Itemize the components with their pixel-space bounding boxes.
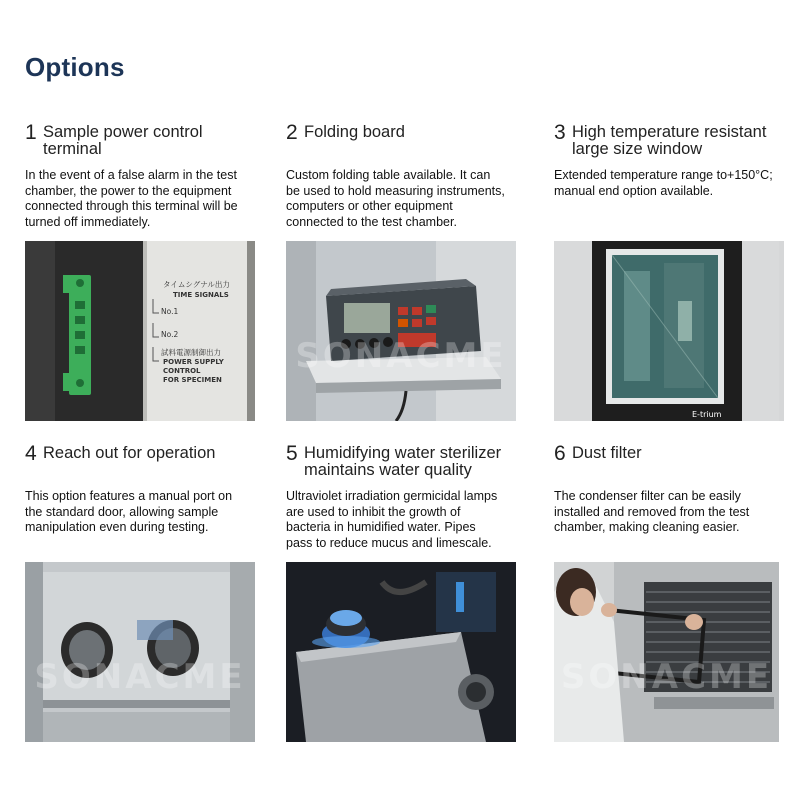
- window-photo: [554, 241, 784, 421]
- watermark: SONACME: [295, 336, 507, 376]
- option-number: 2: [286, 121, 298, 144]
- option-heading: Folding board: [304, 123, 405, 141]
- folding-board-photo: [286, 241, 516, 421]
- option-water-sterilizer: [286, 442, 531, 550]
- option-description: This option features a manual port on the standard door, allowing sample manipulation even during testing.: [25, 489, 233, 534]
- option-heading: Dust filter: [572, 444, 642, 462]
- dust-filter-photo: [554, 562, 779, 742]
- option-description: Custom folding table available. It can be used to hold measuring instruments, computers or other equipment connected to the test chamber.: [286, 168, 505, 229]
- option-number: 5: [286, 442, 298, 465]
- watermark: SONACME: [560, 657, 773, 697]
- photo-label: POWER SUPPLY: [163, 358, 224, 366]
- option-number: 4: [25, 442, 37, 465]
- photo-label: CONTROL: [163, 367, 201, 375]
- option-large-window: [554, 121, 799, 198]
- option-sample-power-terminal: [25, 121, 270, 229]
- option-number: 1: [25, 121, 37, 144]
- photo-label: FOR SPECIMEN: [163, 376, 222, 384]
- option-description: In the event of a false alarm in the test chamber, the power to the equipment connected through this terminal will be turned off immediately.: [25, 168, 238, 229]
- option-dust-filter: [554, 442, 799, 534]
- option-description: Ultraviolet irradiation germicidal lamps are used to inhibit the growth of bacteria in humidified water. Pipes pass to reduce mucus and limescale.: [286, 489, 498, 550]
- option-description: Extended temperature range to+150°C; manual end option available.: [554, 168, 773, 198]
- photo-label: No.1: [161, 307, 179, 316]
- option-heading: Humidifying water sterilizer maintains water quality: [304, 444, 502, 479]
- manual-port-photo: [25, 562, 255, 742]
- photo-label: TIME SIGNALS: [173, 291, 229, 299]
- option-heading: Reach out for operation: [43, 444, 216, 462]
- photo-label: No.2: [161, 330, 179, 339]
- terminal-photo: [25, 241, 255, 421]
- option-number: 3: [554, 121, 566, 144]
- option-folding-board: [286, 121, 531, 229]
- option-heading: High temperature resistant large size window: [572, 123, 767, 158]
- photo-label: 試料電源制御出力: [161, 348, 221, 357]
- option-number: 6: [554, 442, 566, 465]
- option-reach-out: [25, 442, 270, 534]
- photo-label: タイムシグナル出力: [163, 280, 230, 289]
- option-description: The condenser filter can be easily installed and removed from the test chamber, making cleaning easier.: [554, 489, 750, 534]
- option-heading: Sample power control terminal: [43, 123, 203, 158]
- watermark: SONACME: [34, 657, 246, 697]
- brand-label: E-trium: [692, 410, 722, 419]
- sterilizer-photo: [286, 562, 516, 742]
- page-title: Options: [25, 52, 125, 82]
